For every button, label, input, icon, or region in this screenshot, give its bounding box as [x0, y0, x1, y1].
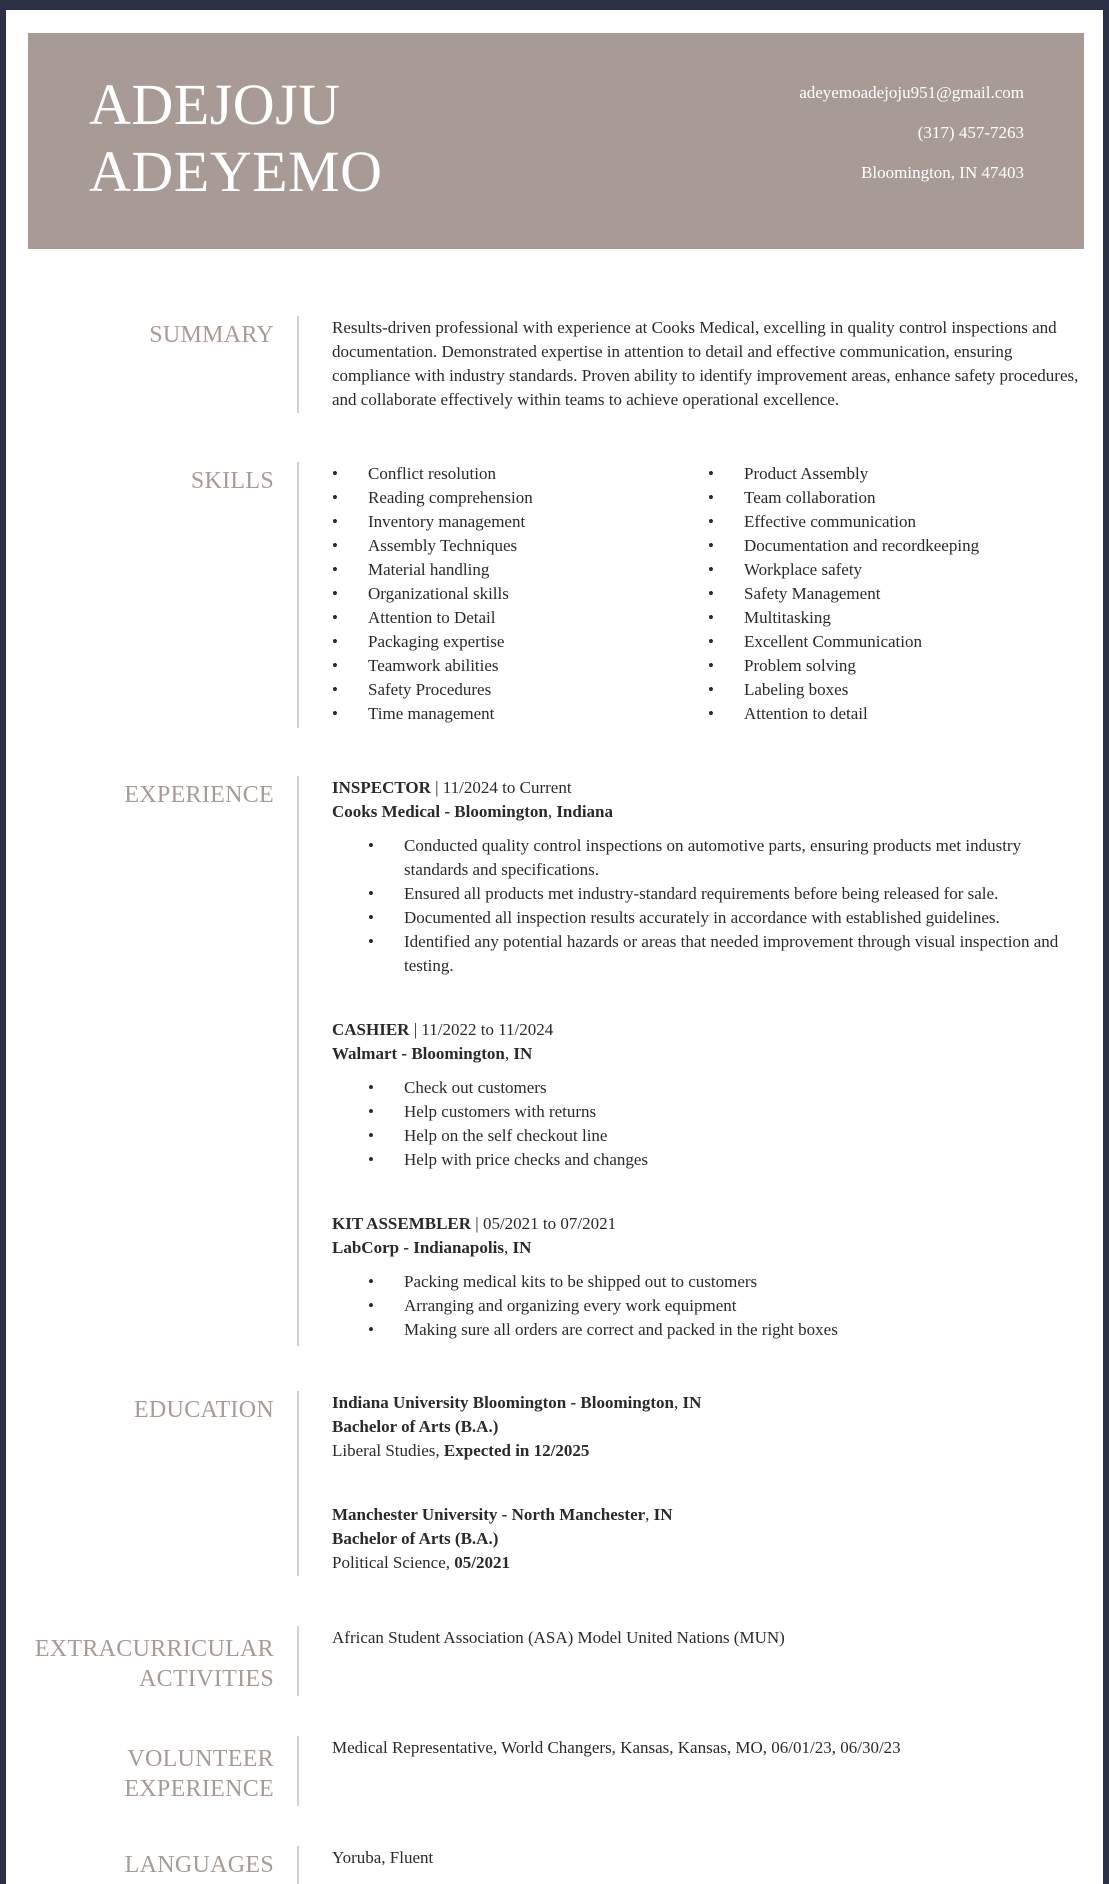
job-company: LabCorp - Indianapolis, IN: [332, 1238, 532, 1257]
bullet-icon: •: [332, 704, 338, 723]
bullet-icon: •: [708, 704, 714, 723]
job-role: INSPECTOR: [332, 778, 431, 797]
job-title-line: [332, 776, 1087, 800]
school-name: Manchester University - North Manchester, IN: [332, 1505, 673, 1524]
volunteer-divider: [297, 1736, 299, 1806]
extracurricular-title-line1: EXTRACURRICULAR: [34, 1636, 274, 1662]
bullet-icon: •: [332, 536, 338, 555]
skill-item: [332, 678, 692, 702]
job-bullet-text: Help with price checks and changes: [404, 1150, 649, 1169]
skill-item: [332, 654, 692, 678]
skill-item: [708, 558, 1068, 582]
skill-text: Packaging expertise: [368, 632, 505, 651]
skill-item: [332, 534, 692, 558]
email[interactable]: adeyemoadejoju951@gmail.com: [799, 83, 1024, 102]
bullet-icon: •: [368, 1102, 374, 1121]
last-name: ADEYEMO: [89, 139, 383, 204]
job-bullet-item: [368, 834, 1087, 882]
skill-item: [332, 462, 692, 486]
volunteer-title: [14, 1744, 274, 1804]
field-and-date: Political Science, 05/2021: [332, 1553, 511, 1572]
skill-text: Teamwork abilities: [368, 656, 499, 675]
job-bullet-item: [368, 1076, 1087, 1100]
skill-text: Material handling: [368, 560, 490, 579]
skill-text: Safety Management: [744, 584, 881, 603]
job-bullet-item: [368, 1148, 1087, 1172]
skills-column-right: [708, 462, 1068, 726]
extracurricular-text: African Student Association (ASA) Model United Nations (MUN): [332, 1628, 785, 1647]
skills-content: [332, 462, 1087, 728]
degree: Bachelor of Arts (B.A.): [332, 1417, 499, 1436]
bullet-icon: •: [368, 1272, 374, 1291]
job-bullet-item: [368, 1270, 1087, 1294]
skill-text: Safety Procedures: [368, 680, 492, 699]
first-name: ADEJOJU: [89, 72, 341, 137]
bullet-icon: •: [708, 560, 714, 579]
job-entry: [332, 776, 1087, 978]
bullet-icon: •: [708, 536, 714, 555]
skill-item: [708, 582, 1068, 606]
skills-divider: [297, 462, 299, 728]
job-company: Walmart - Bloomington, IN: [332, 1044, 533, 1063]
skill-text: Excellent Communication: [744, 632, 922, 651]
skill-text: Effective communication: [744, 512, 916, 531]
job-dates: | 05/2021 to 07/2021: [471, 1214, 617, 1233]
job-bullet-item: [368, 1294, 1087, 1318]
job-role: CASHIER: [332, 1020, 410, 1039]
skill-item: [708, 702, 1068, 726]
bullet-icon: •: [708, 488, 714, 507]
bullet-icon: •: [368, 1320, 374, 1339]
skill-item: [332, 606, 692, 630]
bullet-icon: •: [368, 932, 374, 951]
bullet-icon: •: [332, 464, 338, 483]
languages-text: Yoruba, Fluent: [332, 1848, 434, 1867]
skill-text: Attention to detail: [744, 704, 868, 723]
job-bullet-item: [368, 1318, 1087, 1342]
volunteer-title-line2: EXPERIENCE: [124, 1776, 274, 1802]
summary-content: [332, 316, 1087, 412]
skill-text: Team collaboration: [744, 488, 876, 507]
job-company: Cooks Medical - Bloomington, Indiana: [332, 802, 614, 821]
contact-info: [799, 82, 1024, 202]
education-content: [332, 1391, 1087, 1576]
bullet-icon: •: [332, 488, 338, 507]
school-name: Indiana University Bloomington - Bloomington, IN: [332, 1393, 702, 1412]
summary-title: SUMMARY: [149, 322, 274, 348]
education-divider: [297, 1391, 299, 1576]
education-entry: [332, 1503, 1087, 1575]
experience-content: [332, 776, 1087, 1346]
location: Bloomington, IN 47403: [861, 163, 1024, 182]
skill-text: Organizational skills: [368, 584, 509, 603]
skill-text: Problem solving: [744, 656, 856, 675]
skill-item: [332, 558, 692, 582]
job-bullets: [368, 834, 1087, 978]
field-and-date: Liberal Studies, Expected in 12/2025: [332, 1441, 590, 1460]
skill-item: [332, 630, 692, 654]
bullet-icon: •: [708, 680, 714, 699]
skill-text: Multitasking: [744, 608, 831, 627]
job-bullet-item: [368, 930, 1087, 978]
bullet-icon: •: [332, 584, 338, 603]
skill-text: Reading comprehension: [368, 488, 533, 507]
bullet-icon: •: [708, 608, 714, 627]
skill-text: Conflict resolution: [368, 464, 496, 483]
skill-text: Product Assembly: [744, 464, 869, 483]
job-bullet-item: [368, 882, 1087, 906]
bullet-icon: •: [332, 608, 338, 627]
skill-text: Inventory management: [368, 512, 526, 531]
phone: (317) 457-7263: [917, 123, 1024, 142]
skill-text: Attention to Detail: [368, 608, 496, 627]
extracurricular-title-line2: ACTIVITIES: [139, 1666, 274, 1692]
job-bullet-text: Identified any potential hazards or areas that needed improvement through visual inspection and testing.: [404, 932, 1059, 975]
skill-item: [708, 510, 1068, 534]
bullet-icon: •: [332, 632, 338, 651]
skill-item: [708, 678, 1068, 702]
skill-item: [708, 630, 1068, 654]
job-entry: [332, 1212, 1087, 1342]
job-bullet-item: [368, 1124, 1087, 1148]
job-bullet-text: Making sure all orders are correct and packed in the right boxes: [404, 1320, 838, 1339]
bullet-icon: •: [332, 656, 338, 675]
candidate-name: [89, 71, 382, 205]
skill-item: [332, 702, 692, 726]
bullet-icon: •: [708, 584, 714, 603]
job-bullet-item: [368, 906, 1087, 930]
bullet-icon: •: [368, 836, 374, 855]
job-dates: | 11/2024 to Current: [430, 778, 572, 797]
education-title: EDUCATION: [133, 1397, 274, 1423]
education-entry: [332, 1391, 1087, 1463]
volunteer-title-line1: VOLUNTEER: [127, 1746, 274, 1772]
job-bullet-text: Packing medical kits to be shipped out to customers: [404, 1272, 758, 1291]
job-entry: [332, 1018, 1087, 1172]
job-title-line: [332, 1018, 1087, 1042]
resume-page: [6, 10, 1103, 1884]
job-bullet-item: [368, 1100, 1087, 1124]
skill-item: [332, 486, 692, 510]
extracurricular-title: [14, 1634, 274, 1694]
experience-divider: [297, 776, 299, 1346]
skill-text: Documentation and recordkeeping: [744, 536, 980, 555]
job-bullet-text: Conducted quality control inspections on automotive parts, ensuring products met industry standards and specifications.: [404, 836, 1022, 879]
job-bullets: [368, 1270, 1087, 1342]
job-role: KIT ASSEMBLER: [332, 1214, 472, 1233]
job-bullet-text: Ensured all products met industry-standard requirements before being released for sale.: [404, 884, 999, 903]
job-title-line: [332, 1212, 1087, 1236]
job-dates: | 11/2022 to 11/2024: [409, 1020, 554, 1039]
skill-item: [708, 606, 1068, 630]
languages-title: LANGUAGES: [124, 1852, 274, 1878]
degree: Bachelor of Arts (B.A.): [332, 1529, 499, 1548]
header-banner: [28, 33, 1084, 249]
languages-divider: [297, 1846, 299, 1884]
bullet-icon: •: [368, 908, 374, 927]
job-bullet-text: Check out customers: [404, 1078, 547, 1097]
experience-title: EXPERIENCE: [124, 782, 274, 808]
bullet-icon: •: [368, 1126, 374, 1145]
bullet-icon: •: [332, 560, 338, 579]
skills-column-left: [332, 462, 692, 726]
extracurricular-divider: [297, 1626, 299, 1696]
skill-text: Time management: [368, 704, 495, 723]
summary-divider: [297, 316, 299, 413]
bullet-icon: •: [332, 680, 338, 699]
skill-item: [708, 534, 1068, 558]
skill-text: Assembly Techniques: [368, 536, 518, 555]
skill-item: [332, 582, 692, 606]
bullet-icon: •: [368, 1078, 374, 1097]
bullet-icon: •: [708, 464, 714, 483]
bullet-icon: •: [368, 1296, 374, 1315]
skill-item: [332, 510, 692, 534]
bullet-icon: •: [708, 632, 714, 651]
job-bullet-text: Arranging and organizing every work equipment: [404, 1296, 737, 1315]
job-bullet-text: Documented all inspection results accurately in accordance with established guidelines.: [404, 908, 1000, 927]
job-bullets: [368, 1076, 1087, 1172]
bullet-icon: •: [368, 1150, 374, 1169]
skill-item: [708, 654, 1068, 678]
bullet-icon: •: [368, 884, 374, 903]
skill-text: Labeling boxes: [744, 680, 849, 699]
job-bullet-text: Help customers with returns: [404, 1102, 597, 1121]
skill-item: [708, 462, 1068, 486]
summary-text: Results-driven professional with experience at Cooks Medical, excelling in quality control inspections and documentation. Demonstrated expertise in attention to detail and effective communication, ensuring compliance with industry standards. Proven ability to identify improvement areas, enhance safety procedures, and collaborate effectively within teams to achieve operational excellence.: [332, 318, 1079, 409]
skill-item: [708, 486, 1068, 510]
bullet-icon: •: [332, 512, 338, 531]
bullet-icon: •: [708, 512, 714, 531]
volunteer-text: Medical Representative, World Changers, Kansas, Kansas, MO, 06/01/23, 06/30/23: [332, 1738, 901, 1757]
skill-text: Workplace safety: [744, 560, 863, 579]
bullet-icon: •: [708, 656, 714, 675]
job-bullet-text: Help on the self checkout line: [404, 1126, 608, 1145]
skills-title: SKILLS: [190, 468, 274, 494]
